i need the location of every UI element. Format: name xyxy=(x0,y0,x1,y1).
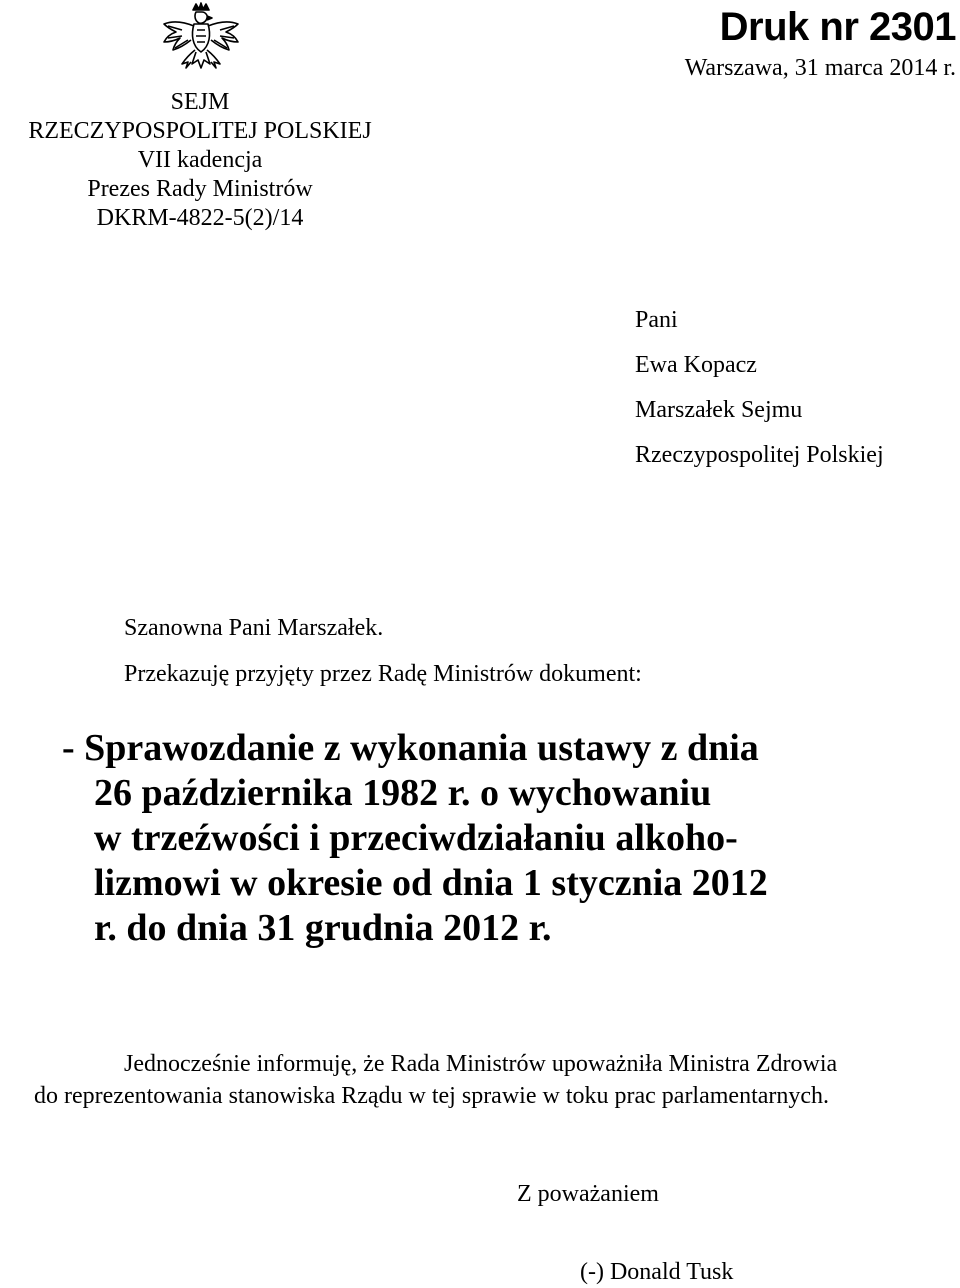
info-line: do reprezentowania stanowiska Rządu w tej sprawie w toku prac parlamentarnych. xyxy=(34,1083,830,1109)
document-title-line: w trzeźwości i przeciwdziałaniu alkoho- xyxy=(94,817,738,859)
salutation: Szanowna Pani Marszałek. xyxy=(124,615,384,641)
addressee-line: Marszałek Sejmu xyxy=(635,397,803,423)
addressee-line: Pani xyxy=(635,307,678,333)
document-title-line: lizmowi w okresie od dnia 1 stycznia 2012 xyxy=(94,862,768,904)
print-number: Druk nr 2301 xyxy=(719,5,956,49)
addressee-line: Rzeczypospolitej Polskiej xyxy=(635,442,884,468)
place-date: Warszawa, 31 marca 2014 r. xyxy=(684,55,956,81)
intro-text: Przekazuję przyjęty przez Radę Ministrów dokument: xyxy=(124,661,642,687)
reference-number: DKRM-4822-5(2)/14 xyxy=(96,205,304,231)
document-title xyxy=(62,726,954,951)
closing-regards: Z poważaniem xyxy=(517,1181,659,1207)
issuer-line: SEJM xyxy=(170,89,230,115)
polish-eagle-emblem xyxy=(158,2,244,84)
issuer-block xyxy=(20,88,380,233)
document-title-line: - Sprawozdanie z wykonania ustawy z dnia xyxy=(62,727,759,769)
issuer-line: VII kadencja xyxy=(137,147,263,173)
issuer-line: Prezes Rady Ministrów xyxy=(87,176,313,202)
signature: (-) Donald Tusk xyxy=(580,1259,734,1285)
info-line: Jednocześnie informuję, że Rada Ministrów upoważniła Ministra Zdrowia xyxy=(124,1051,838,1077)
document-title-line: 26 października 1982 r. o wychowaniu xyxy=(94,772,712,814)
addressee-line: Ewa Kopacz xyxy=(635,352,757,378)
eagle-icon xyxy=(158,2,244,84)
document-title-line: r. do dnia 31 grudnia 2012 r. xyxy=(94,907,552,949)
issuer-line: RZECZYPOSPOLITEJ POLSKIEJ xyxy=(28,118,372,144)
